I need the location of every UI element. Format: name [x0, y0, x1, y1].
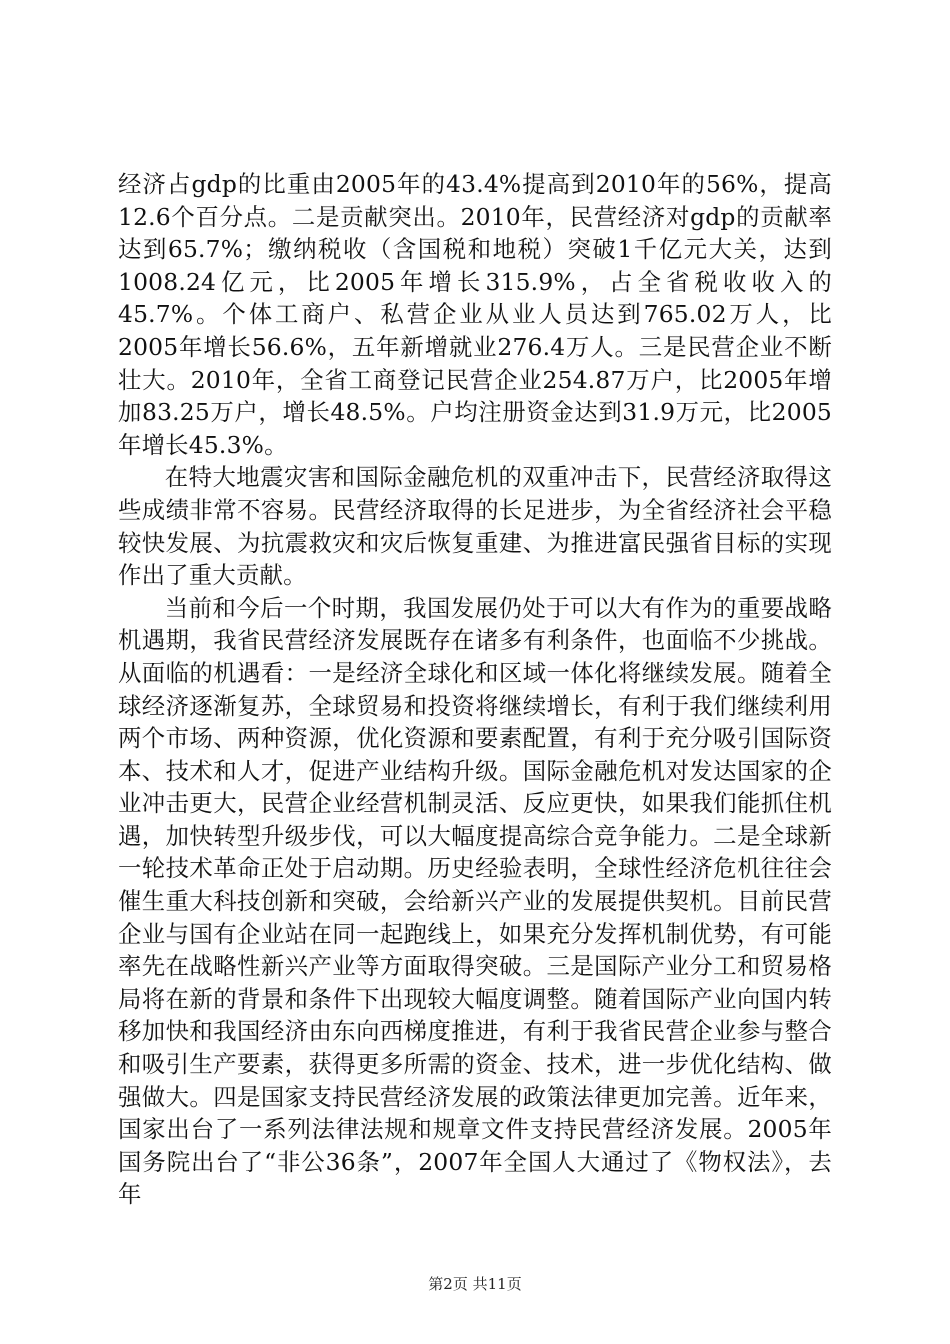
body-text	[118, 168, 832, 1211]
paragraph-3: 当前和今后一个时期，我国发展仍处于可以大有作为的重要战略机遇期，我省民营经济发展既存在诸多有利条件，也面临不少挑战。从面临的机遇看：一是经济全球化和区域一体化将继续发展。随着全球经济逐渐复苏，全球贸易和投资将继续增长，有利于我们继续利用两个市场、两种资源，优化资源和要素配置，有利于充分吸引国际资本、技术和人才，促进产业结构升级。国际金融危机对发达国家的企业冲击更大，民营企业经营机制灵活、反应更快，如果我们能抓住机遇，加快转型升级步伐，可以大幅度提高综合竞争能力。二是全球新一轮技术革命正处于启动期。历史经验表明，全球性经济危机往往会催生重大科技创新和突破，会给新兴产业的发展提供契机。目前民营企业与国有企业站在同一起跑线上，如果充分发挥机制优势，有可能率先在战略性新兴产业等方面取得突破。三是国际产业分工和贸易格局将在新的背景和条件下出现较大幅度调整。随着国际产业向国内转移加快和我国经济由东向西梯度推进，有利于我省民营企业参与整合和吸引生产要素，获得更多所需的资金、技术，进一步优化结构、做强做大。四是国家支持民营经济发展的政策法律更加完善。近年来，国家出台了一系列法律法规和规章文件支持民营经济发展。2005年国务院出台了“非公36条”，2007年全国人大通过了《物权法》，去年	[118, 593, 832, 1209]
page-number-footer: 第2页 共11页	[428, 1275, 522, 1293]
paragraph-2: 在特大地震灾害和国际金融危机的双重冲击下，民营经济取得这些成绩非常不容易。民营经济取得的长足进步，为全省经济社会平稳较快发展、为抗震救灾和灾后恢复重建、为推进富民强省目标的实现作出了重大贡献。	[118, 463, 832, 590]
paragraph-continuation: 经济占gdp的比重由2005年的43.4%提高到2010年的56%，提高12.6个百分点。二是贡献突出。2010年，民营经济对gdp的贡献率达到65.7%；缴纳税收（含国税和地税）突破1千亿元大关，达到1008.24亿元，比2005年增长315.9%，占全省税收收入的45.7%。个体工商户、私营企业从业人员达到765.02万人，比2005年增长56.6%，五年新增就业276.4万人。三是民营企业不断壮大。2010年，全省工商登记民营企业254.87万户，比2005年增加83.25万户，增长48.5%。户均注册资金达到31.9万元，比2005年增长45.3%。	[118, 170, 832, 459]
